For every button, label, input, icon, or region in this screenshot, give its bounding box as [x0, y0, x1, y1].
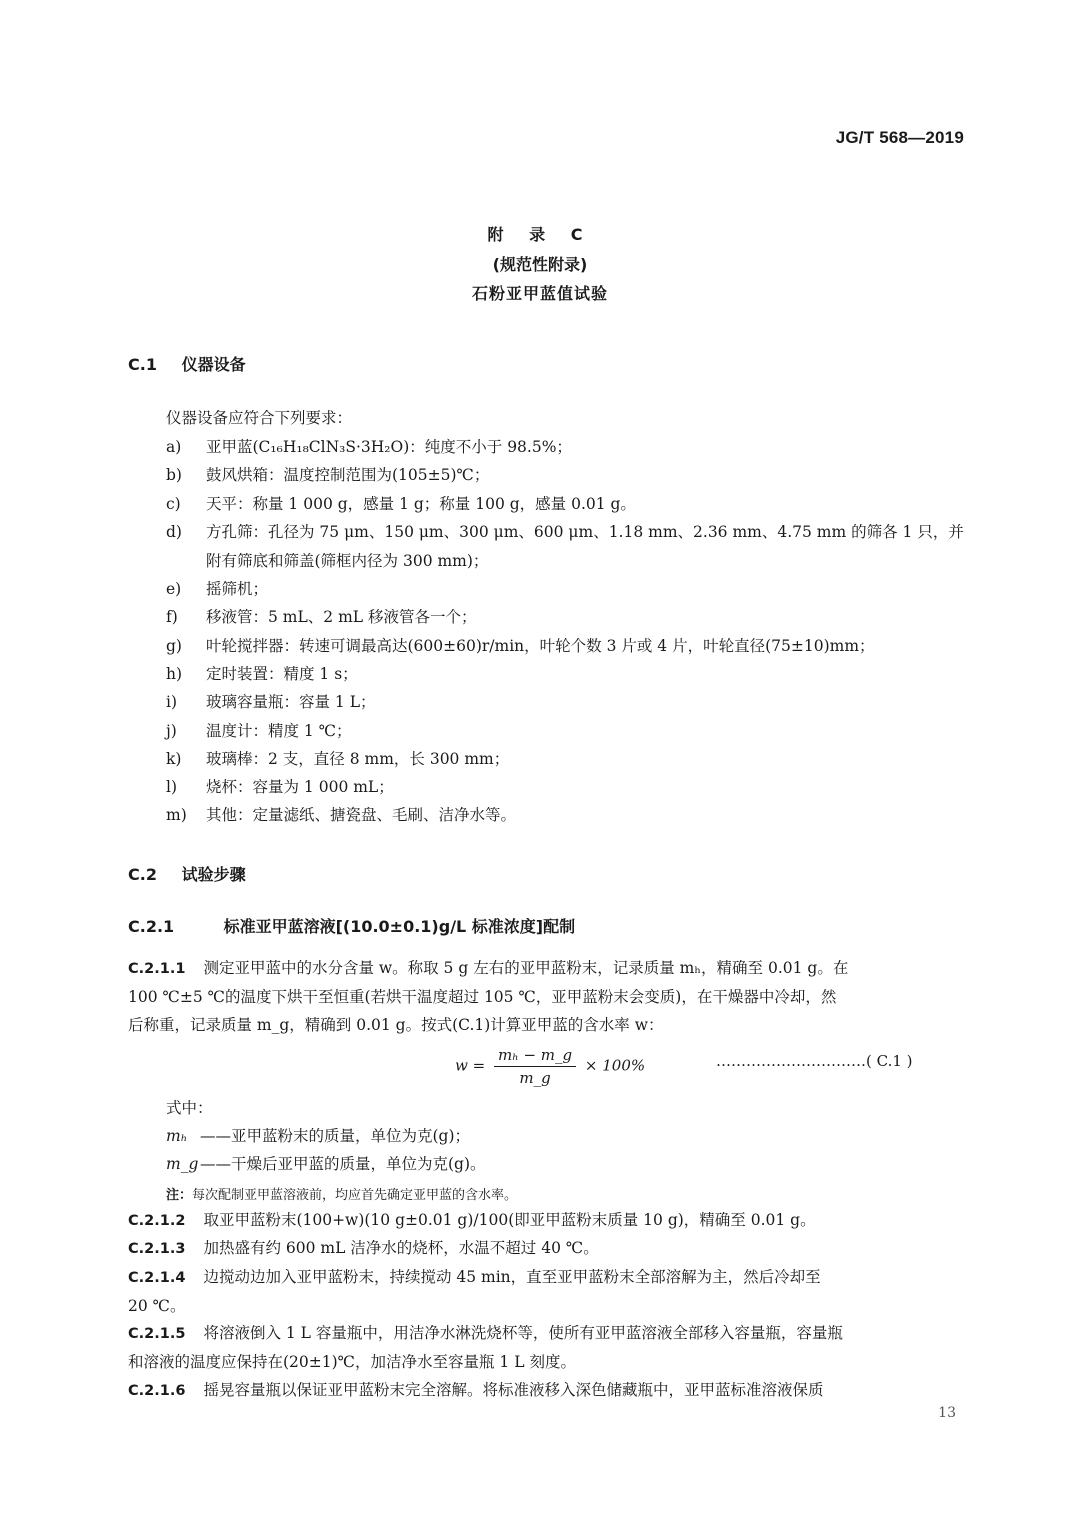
list-item: l) 烧杯：容量为 1 000 mL；: [166, 778, 394, 796]
formula-reference: …………………………( C.1 ): [716, 1052, 913, 1070]
formula-c1: w = $\frac{\text{mₕ − m\_g}}{m\_g}$ × 100%: [455, 1046, 646, 1087]
where-intro: 式中：: [166, 1099, 213, 1117]
section-c1-intro: 仪器设备应符合下列要求：: [166, 409, 353, 427]
list-item: a) 亚甲蓝(C₁₆H₁₈ClN₃S·3H₂O)：纯度不小于 98.5%；: [166, 438, 572, 456]
list-item: m) 其他：定量滤纸、搪瓷盘、毛刷、洁净水等。: [166, 806, 517, 824]
list-item: d) 方孔筛：孔径为 75 μm、150 μm、300 μm、600 μm、1.18 mm、2.36 mm、4.75 mm 的筛各 1 只，并: [166, 523, 964, 541]
paragraph-c215: C.2.1.5 将溶液倒入 1 L 容量瓶中，用洁净水淋洗烧杯等，使所有亚甲蓝溶液全部移入容量瓶，容量瓶 和溶液的温度应保持在(20±1)℃，加洁净水至容量瓶 1 L 刻度。: [128, 1324, 843, 1371]
list-item: j) 温度计：精度 1 ℃；: [166, 722, 352, 740]
annex-type: (规范性附录): [492, 255, 588, 274]
paragraph-c211: C.2.1.1 测定亚甲蓝中的水分含量 w。称取 5 g 左右的亚甲蓝粉末，记录质量 mₕ，精确至 0.01 g。在 100 ℃±5 ℃的温度下烘干至恒重(若烘干温度超过 105 ℃，亚甲蓝粉末会变质)，在干燥器中冷却，然 后称重，记录质量 m_g，精确到 0.01 g。按式(C.1)计算亚甲蓝的含水率 w：: [128, 959, 849, 1034]
list-item: f) 移液管：5 mL、2 mL 移液管各一个；: [166, 608, 477, 626]
section-c2-heading: [128, 862, 246, 885]
list-item: c) 天平：称量 1 000 g，感量 1 g；称量 100 g，感量 0.01 g。: [166, 495, 636, 513]
note: 注：每次配制亚甲蓝溶液前，均应首先确定亚甲蓝的含水率。: [166, 1188, 518, 1203]
page-number: 13: [938, 1405, 956, 1421]
section-number: C.2.1: [128, 917, 175, 936]
list-item: i) 玻璃容量瓶：容量 1 L；: [166, 693, 376, 711]
paragraph-c213: C.2.1.3 加热盛有约 600 mL 洁净水的烧杯，水温不超过 40 ℃。: [128, 1239, 599, 1257]
section-c1-heading: [128, 352, 246, 375]
variable-definition: m_g ——干燥后亚甲蓝的质量，单位为克(g)。: [166, 1155, 486, 1173]
section-title: 仪器设备: [181, 355, 246, 374]
list-item: e) 摇筛机；: [166, 580, 269, 598]
section-c21-heading: [128, 914, 575, 937]
variable-definition: mₕ ——亚甲蓝粉末的质量，单位为克(g)；: [166, 1127, 471, 1145]
paragraph-c216: C.2.1.6 摇晃容量瓶以保证亚甲蓝粉末完全溶解。将标准液移入深色储藏瓶中，亚甲蓝标准溶液保质: [128, 1381, 824, 1399]
annex-title: 附 录 C: [487, 225, 593, 244]
paragraph-c212: C.2.1.2 取亚甲蓝粉末(100+w)(10 g±0.01 g)/100(即亚甲蓝粉末质量 10 g)，精确至 0.01 g。: [128, 1211, 816, 1229]
list-item-continuation: 附有筛底和筛盖(筛框内径为 300 mm)；: [206, 552, 489, 570]
annex-name: 石粉亚甲蓝值试验: [471, 284, 608, 303]
section-title: 标准亚甲蓝溶液[(10.0±0.1)g/L 标准浓度]配制: [223, 917, 576, 936]
paragraph-c214: C.2.1.4 边搅动边加入亚甲蓝粉末，持续搅动 45 min，直至亚甲蓝粉末全部溶解为主，然后冷却至 20 ℃。: [128, 1268, 821, 1315]
list-item: b) 鼓风烘箱：温度控制范围为(105±5)℃；: [166, 466, 490, 484]
standard-code: JG/T 568—2019: [835, 128, 964, 147]
list-item: h) 定时装置：精度 1 s；: [166, 665, 358, 683]
formula-fraction: $\frac{\text{mₕ − m\_g}}{m\_g}$: [494, 1046, 576, 1087]
section-number: C.1: [128, 355, 157, 374]
section-title: 试验步骤: [181, 865, 246, 884]
list-item: g) 叶轮搅拌器：转速可调最高达(600±60)r/min，叶轮个数 3 片或 4 片，叶轮直径(75±10)mm；: [166, 637, 875, 655]
list-item: k) 玻璃棒：2 支，直径 8 mm，长 300 mm；: [166, 750, 510, 768]
section-number: C.2: [128, 865, 157, 884]
